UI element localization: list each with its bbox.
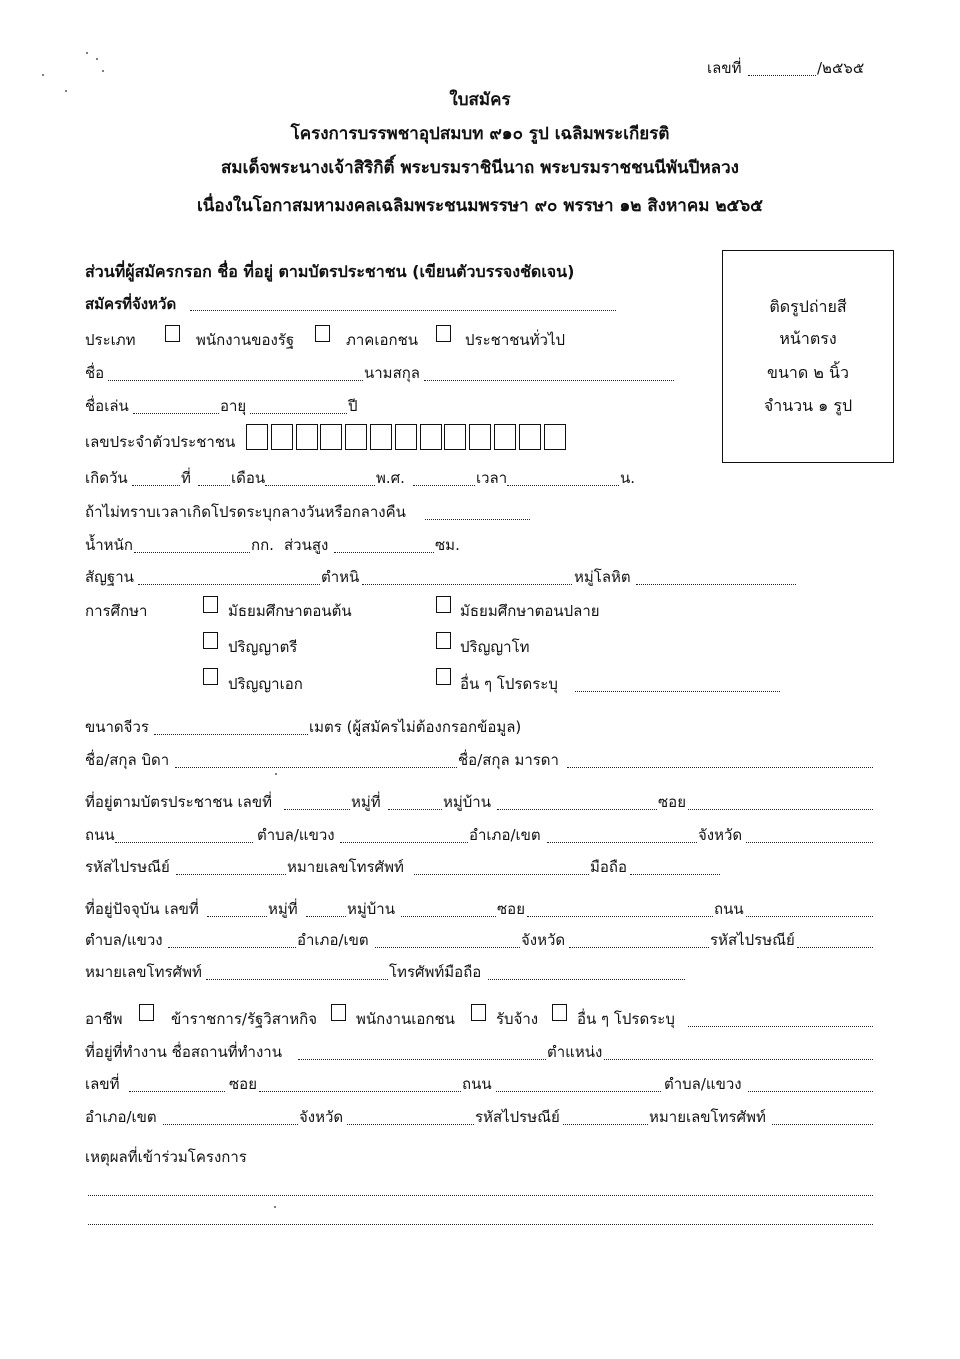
id-digit-box[interactable] [246, 424, 268, 450]
first-name-label: ชื่อ [85, 364, 105, 382]
id-soi-field[interactable] [688, 809, 873, 810]
work-road-label: ถนน [462, 1075, 492, 1093]
id-province-label: จังหวัด [698, 826, 743, 844]
id-district-label: อำเภอ/เขต [469, 826, 541, 844]
reason-line-2[interactable] [88, 1224, 873, 1225]
work-subdistrict-label: ตำบล/แขวง [664, 1075, 742, 1093]
photo-line-3: ขนาด ๒ นิ้ว [767, 363, 849, 382]
work-soi-field[interactable] [259, 1091, 461, 1092]
cur-house-no-field[interactable] [207, 916, 267, 917]
work-district-field[interactable] [163, 1124, 298, 1125]
cur-province-label: จังหวัด [521, 931, 566, 949]
work-postal-label: รหัสไปรษณีย์ [475, 1108, 560, 1126]
id-digit-box[interactable] [494, 424, 516, 450]
work-province-label: จังหวัด [299, 1108, 344, 1126]
edu-checkbox-upper-secondary[interactable] [436, 596, 451, 613]
cur-postal-field[interactable] [797, 947, 873, 948]
id-digit-box[interactable] [544, 424, 566, 450]
cur-village-label: หมู่บ้าน [347, 900, 395, 918]
cur-village-field[interactable] [401, 916, 496, 917]
type-checkbox-private[interactable] [315, 325, 330, 342]
age-field[interactable] [250, 413, 347, 414]
edu-other-field[interactable] [575, 691, 780, 692]
cur-soi-field[interactable] [527, 916, 713, 917]
birth-date-label: ที่ [181, 469, 191, 487]
height-unit: ซม. [435, 536, 460, 554]
cur-road-label: ถนน [714, 900, 744, 918]
birth-month-field[interactable] [265, 485, 375, 486]
cur-mobile-label: โทรศัพท์มือถือ [389, 963, 482, 981]
last-name-field[interactable] [424, 380, 674, 381]
cur-subdistrict-label: ตำบล/แขวง [85, 931, 163, 949]
edu-option-doctorate: ปริญญาเอก [228, 675, 303, 693]
speck [86, 52, 88, 54]
occ-option-civil-servant: ข้าราชการ/รัฐวิสาหกิจ [171, 1010, 318, 1028]
work-soi-label: ซอย [229, 1075, 257, 1093]
weight-label: น้ำหนัก [85, 536, 133, 554]
ethnicity-field[interactable] [138, 584, 320, 585]
photo-line-4: จำนวน ๑ รูป [763, 396, 853, 415]
edu-option-lower-secondary: มัธยมศึกษาตอนต้น [228, 602, 352, 620]
id-address-label: ที่อยู่ตามบัตรประชาชน เลขที่ [85, 793, 272, 811]
id-road-label: ถนน [85, 826, 115, 844]
father-label: ชื่อ/สกุล บิดา [85, 751, 170, 769]
nickname-field[interactable] [133, 413, 219, 414]
id-mobile-label: มือถือ [590, 858, 627, 876]
id-mobile-field[interactable] [630, 874, 720, 875]
height-label: ส่วนสูง [284, 536, 329, 554]
height-field[interactable] [334, 552, 434, 553]
id-digit-box[interactable] [370, 424, 392, 450]
robe-size-note: เมตร (ผู้สมัครไม่ต้องกรอกข้อมูล) [309, 718, 522, 736]
type-option-private: ภาคเอกชน [346, 331, 418, 349]
workplace-field[interactable] [298, 1059, 546, 1060]
birth-day-field[interactable] [132, 485, 180, 486]
doc-number-suffix: /๒๕๖๕ [817, 59, 865, 77]
education-label: การศึกษา [85, 602, 148, 620]
birth-day-label: เกิดวัน [85, 469, 128, 487]
edu-option-upper-secondary: มัธยมศึกษาตอนปลาย [460, 602, 600, 620]
edu-checkbox-lower-secondary[interactable] [203, 596, 218, 613]
id-subdistrict-label: ตำบล/แขวง [257, 826, 335, 844]
robe-size-label: ขนาดจีวร [85, 718, 149, 736]
occ-option-other: อื่น ๆ โปรดระบุ [577, 1010, 675, 1028]
type-checkbox-government[interactable] [165, 325, 180, 342]
id-digit-box[interactable] [444, 424, 466, 450]
cur-moo-field[interactable] [306, 916, 346, 917]
photo-line-1: ติดรูปถ่ายสี [769, 297, 847, 316]
id-phone-field[interactable] [414, 874, 589, 875]
id-province-field[interactable] [746, 842, 873, 843]
work-subdistrict-field[interactable] [748, 1091, 873, 1092]
edu-checkbox-master[interactable] [436, 632, 451, 649]
unknown-time-label: ถ้าไม่ทราบเวลาเกิดโปรดระบุกลางวันหรือกลางคืน [85, 503, 406, 521]
speck [275, 773, 277, 775]
work-number-field[interactable] [129, 1091, 225, 1092]
id-phone-label: หมายเลขโทรศัพท์ [287, 858, 404, 876]
id-village-field[interactable] [497, 809, 657, 810]
speck [102, 70, 104, 72]
last-name-label: นามสกุล [364, 364, 420, 382]
cur-moo-label: หมู่ที่ [268, 900, 298, 918]
blood-type-label: หมู่โลหิต [574, 568, 631, 586]
unknown-time-field[interactable] [425, 519, 530, 520]
reason-label: เหตุผลที่เข้าร่วมโครงการ [85, 1148, 247, 1166]
id-digit-box[interactable] [420, 424, 442, 450]
mother-label: ชื่อ/สกุล มารดา [458, 751, 559, 769]
work-district-label: อำเภอ/เขต [85, 1108, 157, 1126]
age-label: อายุ [220, 397, 247, 415]
work-postal-field[interactable] [563, 1124, 648, 1125]
occ-checkbox-hired[interactable] [471, 1004, 486, 1021]
id-postal-label: รหัสไปรษณีย์ [85, 858, 170, 876]
occ-other-field[interactable] [688, 1026, 873, 1027]
cur-phone-field[interactable] [206, 979, 388, 980]
id-road-field[interactable] [115, 842, 253, 843]
work-number-label: เลขที่ [85, 1075, 120, 1093]
id-house-no-field[interactable] [284, 809, 350, 810]
id-number-label: เลขประจำตัวประชาชน [85, 433, 236, 451]
weight-unit: กก. [251, 536, 274, 554]
doc-number-field[interactable] [748, 75, 816, 76]
apply-province-label: สมัครที่จังหวัด [85, 295, 177, 313]
occ-option-private: พนักงานเอกชน [356, 1010, 455, 1028]
cur-province-field[interactable] [569, 947, 709, 948]
blood-type-field[interactable] [636, 584, 796, 585]
work-phone-label: หมายเลขโทรศัพท์ [649, 1108, 766, 1126]
birth-time-field[interactable] [507, 485, 619, 486]
robe-size-field[interactable] [154, 734, 308, 735]
reason-line-1[interactable] [88, 1195, 873, 1196]
id-moo-label: หมู่ที่ [351, 793, 381, 811]
edu-option-master: ปริญญาโท [460, 638, 530, 656]
id-moo-field[interactable] [388, 809, 442, 810]
birth-month-label: เดือน [231, 469, 266, 487]
id-village-label: หมู่บ้าน [443, 793, 491, 811]
current-address-label: ที่อยู่ปัจจุบัน เลขที่ [85, 900, 199, 918]
cur-subdistrict-field[interactable] [168, 947, 296, 948]
project-title: โครงการบรรพชาอุปสมบท ๙๑๐ รูป เฉลิมพระเกียรติ [290, 124, 670, 144]
cur-road-field[interactable] [746, 916, 873, 917]
nickname-label: ชื่อเล่น [85, 397, 129, 415]
occ-checkbox-private[interactable] [331, 1004, 346, 1021]
cur-postal-label: รหัสไปรษณีย์ [710, 931, 795, 949]
type-checkbox-public[interactable] [436, 325, 451, 342]
id-district-field[interactable] [547, 842, 697, 843]
photo-line-2: หน้าตรง [779, 329, 837, 348]
birth-time-unit: น. [620, 469, 636, 487]
occ-checkbox-civil-servant[interactable] [139, 1004, 154, 1021]
form-title: ใบสมัคร [449, 90, 511, 110]
occupation-label: อาชีพ [85, 1010, 123, 1028]
project-occasion: เนื่องในโอกาสมหามงคลเฉลิมพระชนมพรรษา ๙๐ พรรษา ๑๒ สิงหาคม ๒๕๖๕ [196, 196, 764, 216]
blemish-label: ตำหนิ [321, 568, 360, 586]
project-subtitle: สมเด็จพระนางเจ้าสิริกิติ์ พระบรมราชินีนาถ พระบรมราชชนนีพันปีหลวง [221, 158, 739, 178]
cur-district-label: อำเภอ/เขต [297, 931, 369, 949]
father-field[interactable] [175, 767, 457, 768]
id-digit-box[interactable] [519, 424, 541, 450]
first-name-field[interactable] [108, 380, 363, 381]
id-digit-box[interactable] [469, 424, 491, 450]
apply-province-field[interactable] [190, 310, 616, 311]
cur-district-field[interactable] [375, 947, 520, 948]
position-field[interactable] [604, 1059, 873, 1060]
id-digit-box[interactable] [296, 424, 318, 450]
work-province-field[interactable] [347, 1124, 474, 1125]
edu-option-other: อื่น ๆ โปรดระบุ [460, 675, 558, 693]
type-option-public: ประชาชนทั่วไป [465, 331, 566, 349]
doc-number-label: เลขที่ [707, 59, 742, 77]
type-option-government: พนักงานของรัฐ [196, 331, 295, 349]
mother-field[interactable] [567, 767, 873, 768]
cur-phone-label: หมายเลขโทรศัพท์ [85, 963, 202, 981]
birth-time-label: เวลา [476, 469, 508, 487]
speck [42, 74, 44, 76]
blemish-field[interactable] [362, 584, 572, 585]
id-subdistrict-field[interactable] [340, 842, 468, 843]
occ-checkbox-other[interactable] [552, 1004, 567, 1021]
photo-box [722, 250, 894, 463]
edu-checkbox-bachelor[interactable] [203, 632, 218, 649]
id-digit-box[interactable] [271, 424, 293, 450]
workplace-label: ที่อยู่ที่ทำงาน ชื่อสถานที่ทำงาน [85, 1043, 282, 1061]
weight-field[interactable] [134, 552, 250, 553]
cur-mobile-field[interactable] [488, 979, 685, 980]
edu-option-bachelor: ปริญญาตรี [228, 638, 298, 656]
ethnicity-label: สัญฐาน [85, 568, 134, 586]
birth-year-field[interactable] [413, 485, 475, 486]
birth-date-field[interactable] [198, 485, 230, 486]
section-heading: ส่วนที่ผู้สมัครกรอก ชื่อ ที่อยู่ ตามบัตรประชาชน (เขียนตัวบรรจงชัดเจน) [85, 262, 575, 281]
position-label: ตำแหน่ง [547, 1043, 603, 1061]
id-digit-box[interactable] [320, 424, 342, 450]
speck [96, 58, 98, 60]
edu-checkbox-other[interactable] [436, 668, 451, 685]
occ-option-hired: รับจ้าง [496, 1010, 539, 1028]
work-road-field[interactable] [496, 1091, 661, 1092]
edu-checkbox-doctorate[interactable] [203, 668, 218, 685]
birth-year-label: พ.ศ. [376, 469, 405, 487]
cur-soi-label: ซอย [497, 900, 525, 918]
year-unit: ปี [348, 397, 358, 415]
id-digit-box[interactable] [395, 424, 417, 450]
work-phone-field[interactable] [772, 1124, 873, 1125]
id-soi-label: ซอย [658, 793, 686, 811]
speck [274, 1206, 276, 1208]
id-digit-box[interactable] [345, 424, 367, 450]
type-label: ประเภท [85, 331, 136, 349]
id-postal-field[interactable] [176, 874, 286, 875]
